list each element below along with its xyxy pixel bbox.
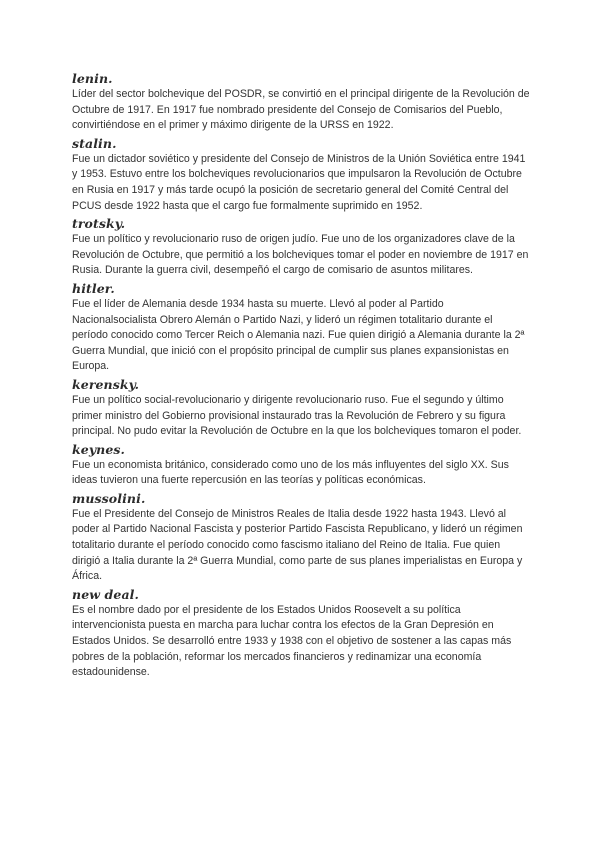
term-definition: Fue un político social-revolucionario y dirigente revolucionario ruso. Fue el segundo y último primer ministro del Gobierno provisional instaurado tras la Revolución de Febrero y su figura principal. No pudo evitar la Revolución de Octubre en la que los bolcheviques tomaron el poder. [72, 393, 522, 438]
term-heading: stalin. [72, 135, 117, 151]
term-definition: Fue un dictador soviético y presidente del Consejo de Ministros de la Unión Soviética entre 1941 y 1953. Estuvo entre los bolcheviques revolucionarios que impulsaron la Revolución de Octubre en Rusia en 1917 y más tarde ocupó la posición de secretario general del Comité Central del PCUS desde 1922 hasta que el cargo fue formalmente suprimido en 1952. [72, 152, 526, 212]
term-heading: hitler. [72, 280, 115, 296]
entry-lenin [72, 70, 530, 134]
entry-stalin [72, 135, 530, 214]
term-definition: Fue el Presidente del Consejo de Ministros Reales de Italia desde 1922 hasta 1943. Llevó al poder al Partido Nacional Fascista y posterior Partido Fascista Republicano, y lideró un régimen totalitario durante el período conocido como fascismo italiano del Reino de Italia. Fue quien dirigió a Italia durante la 2ª Guerra Mundial, como parte de sus planes imperialistas en Europa y África. [72, 507, 523, 583]
term-heading: mussolini. [72, 490, 146, 506]
entry-kerensky [72, 376, 530, 440]
term-heading: new deal. [72, 586, 139, 602]
entry-trotsky [72, 215, 530, 279]
entry-keynes [72, 441, 530, 489]
term-heading: keynes. [72, 441, 126, 457]
entry-mussolini [72, 490, 530, 585]
term-heading: trotsky. [72, 216, 126, 232]
term-heading: lenin. [72, 71, 113, 86]
term-heading: kerensky. [72, 376, 140, 392]
term-definition: Es el nombre dado por el presidente de los Estados Unidos Roosevelt a su política intervencionista puesta en marcha para luchar contra los efectos de la Gran Depresión en Estados Unidos. Se desarrolló entre 1933 y 1938 con el objetivo de sostener a las capas más pobres de la población, reformar los mercados financieros y redinamizar una economía estadounidense. [72, 603, 512, 679]
term-definition: Fue un político y revolucionario ruso de origen judío. Fue uno de los organizadores clave de la Revolución de Octubre, que permitió a los bolcheviques tomar el poder en noviembre de 1917 en Rusia. Durante la guerra civil, desempeñó el cargo de comisario de asuntos militares. [72, 233, 529, 277]
term-definition: Líder del sector bolchevique del POSDR, se convirtió en el principal dirigente de la Revolución de Octubre de 1917. En 1917 fue nombrado presidente del Consejo de Comisarios del Pueblo, convirtiéndose en el primer y máximo dirigente de la URSS en 1922. [72, 88, 530, 132]
term-definition: Fue el líder de Alemania desde 1934 hasta su muerte. Llevó al poder al Partido Nacionalsocialista Obrero Alemán o Partido Nazi, y lideró un régimen totalitario durante el período conocido como Tercer Reich o Alemania nazi. Fue quien dirigió a Alemania durante la 2ª Guerra Mundial, que inició con el propósito principal de cumplir sus planes expansionistas en Europa. [72, 297, 525, 373]
document-page [72, 70, 530, 682]
entry-hitler [72, 280, 530, 375]
entry-new-deal [72, 586, 530, 681]
term-definition: Fue un economista británico, considerado como uno de los más influyentes del siglo XX. Sus ideas tuvieron una fuerte repercusión en las teorías y políticas económicas. [72, 458, 509, 487]
